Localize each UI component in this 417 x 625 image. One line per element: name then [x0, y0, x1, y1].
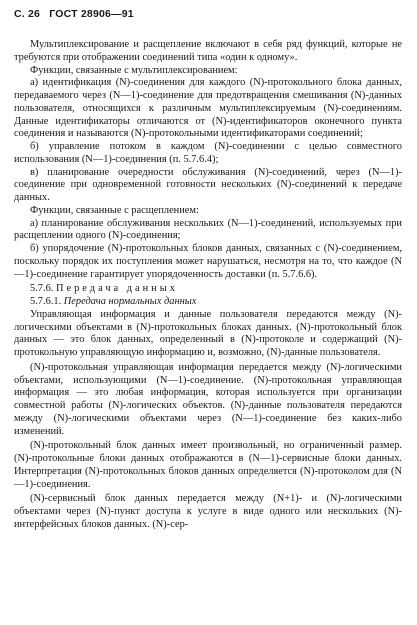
section-heading	[14, 283, 402, 296]
paragraph: (N)-протокольная управляющая информация передается между (N)-логическими объектами, использующими (N—1)-соединение. (N)-протокольная управляющая информация — это любая информация, которая используется при организации совместной работы (N)-логических объектов. (N)-данные пользователя передаются между (N)-логическими объектами через (N—1)-соединение без каких-либо изменений.	[14, 361, 402, 437]
section-title: Передача данных	[56, 283, 178, 295]
page-number: С. 26	[14, 8, 41, 20]
paragraph: Управляющая информация и данные пользователя передаются между (N)-логическими объектами в (N)-протокольных блоках данных. (N)-протокольный блок данных — это блок данных, определенный в (N)-протоколе и содержащий (N)-протокольную управляющую информацию и, возможно, (N)-данные пользователя.	[14, 308, 402, 358]
subsection-number: 5.7.6.1.	[30, 296, 62, 307]
paragraph: Функции, связанные с мультиплексированием:	[30, 64, 238, 76]
list-item: б) управление потоком в каждом (N)-соединении с целью совместного использования (N—1)-соединения (п. 5.7.6.4);	[14, 141, 402, 165]
paragraph: Функции, связанные с расщеплением:	[30, 204, 199, 216]
paragraph: Мультиплексирование и расщепление включают в себя ряд функций, которые не требуются при отображении соединений типа «один к одному».	[14, 39, 402, 63]
list-item: б) упорядочение (N)-протокольных блоков данных, связанных с (N)-соединением, поскольку порядок их поступления может нарушаться, несмотря на то, что каждое (N—1)-соединение гарантирует упорядоченность доставки (п. 5.7.6.6).	[14, 243, 402, 280]
paragraph: (N)-сервисный блок данных передается между (N+1)- и (N)-логическими объектами через (N)-пункт доступа к услуге в виде одного или нескольких (N)-интерфейсных блоков данных. (N)-сер-	[14, 493, 402, 530]
list-item: в) планирование очередности обслуживания (N)-соединений, через (N—1)-соединение при одновременной готовности нескольких (N)-соединений к передаче данных.	[14, 166, 402, 203]
page-header	[14, 8, 134, 21]
list-item: а) идентификация (N)-соединения для каждого (N)-протокольного блока данных, передаваемого через (N—1)-соединение для предотвращения смешивания (N)-данных пользователя, относящихся к различным мультиплексируемым (N)-соединениям. Данные идентификаторы отличаются от (N)-идентификаторов оконечного пункта соединения и называются (N)-протокольными идентификаторами соединений;	[14, 77, 402, 140]
standard-code: ГОСТ 28906—91	[49, 8, 134, 20]
subsection-title: Передача нормальных данных	[63, 296, 197, 307]
section-number: 5.7.6.	[30, 283, 54, 295]
list-item: а) планирование обслуживания нескольких (N—1)-соединений, используемых при расщеплении одного (N)-соединения;	[14, 217, 402, 242]
paragraph: (N)-протокольный блок данных имеет произвольный, но ограниченный размер. (N)-протокольные блоки данных отображаются в (N—1)-сервисные блоки данных. Интерпретация (N)-протокольных блоков данных определяется (N)-протоколом для (N—1)-соединения.	[14, 440, 402, 490]
document-body	[14, 39, 402, 532]
subsection-heading	[14, 296, 402, 309]
